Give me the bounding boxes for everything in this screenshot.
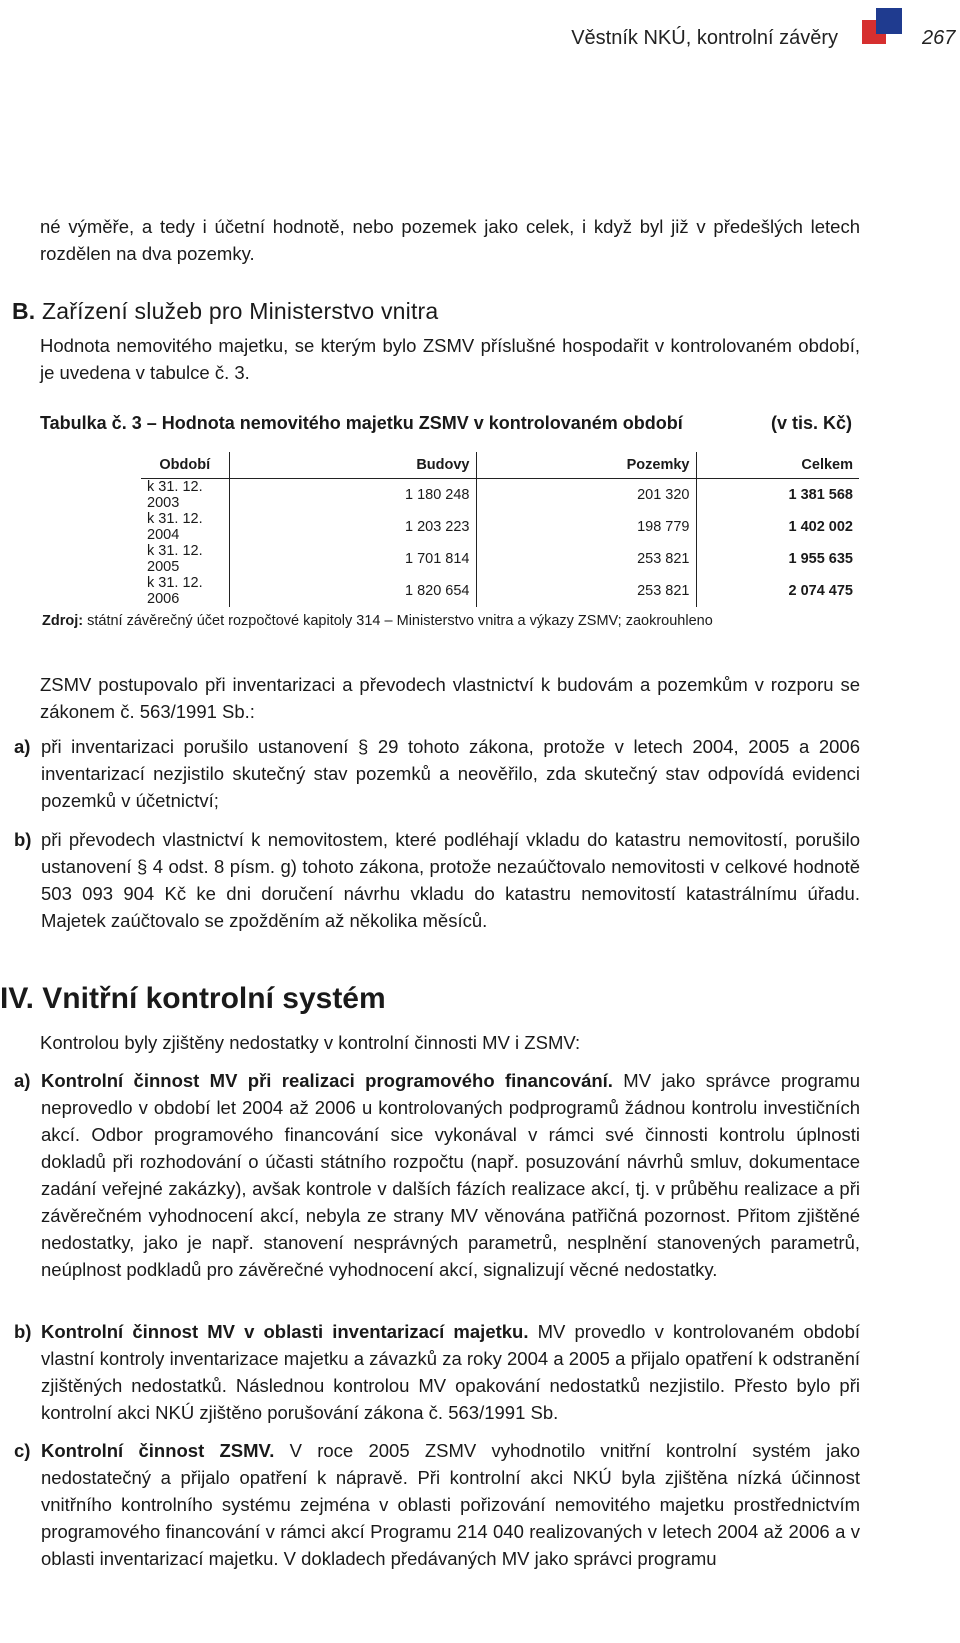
list-item-text bbox=[41, 1067, 860, 1283]
list-marker: b) bbox=[14, 829, 32, 850]
cell-period: k 31. 12. 2003 bbox=[141, 479, 229, 512]
page-number: 267 bbox=[922, 27, 956, 49]
header-land: Pozemky bbox=[476, 452, 696, 479]
cell-total: 1 381 568 bbox=[788, 487, 853, 503]
table-caption: Tabulka č. 3 – Hodnota nemovitého majetku ZSMV v kontrolovaném období bbox=[40, 413, 683, 433]
list-marker: b) bbox=[14, 1321, 32, 1342]
list-item bbox=[14, 1067, 860, 1283]
section-iv-label: IV. bbox=[0, 982, 34, 1015]
cell-buildings: 1 203 223 bbox=[229, 511, 476, 543]
cell-land: 253 821 bbox=[476, 543, 696, 575]
zsmv-paragraph: ZSMV postupovalo při inventarizaci a převodech vlastnictví k budovám a pozemkům v rozporu se zákonem č. 563/1991 Sb.: bbox=[40, 674, 860, 722]
section-b-paragraph: Hodnota nemovitého majetku, se kterým bylo ZSMV příslušné hospodařit v kontrolovaném období, je uvedena v tabulce č. 3. bbox=[40, 335, 860, 383]
running-header-title: Věstník NKÚ, kontrolní závěry bbox=[571, 27, 838, 49]
cell-buildings: 1 180 248 bbox=[229, 479, 476, 512]
list-marker: a) bbox=[14, 1070, 31, 1091]
table-row bbox=[141, 575, 859, 607]
cell-total: 1 955 635 bbox=[788, 551, 853, 567]
header-period: Období bbox=[141, 452, 229, 479]
cell-buildings: 1 820 654 bbox=[229, 575, 476, 607]
list-item bbox=[14, 733, 860, 814]
list-marker: c) bbox=[14, 1440, 31, 1461]
list-item-rest: V roce 2005 ZSMV vyhodnotilo vnitřní kontrolní systém jako nedostatečný a přijalo opatření k nápravě. Při kontrolní akci NKÚ byla zjištěna nízká účinnost vnitřního kontrolního systému zejména v oblasti pořizování nemovitého majetku prostřednictvím programového financování v rámci akcí Programu 214 040 realizovaných v letech 2004 až 2006 a v oblasti inventarizací majetku. V dokladech předávaných MV jako správci programu bbox=[41, 1440, 861, 1569]
cell-land: 201 320 bbox=[476, 479, 696, 512]
table-source bbox=[42, 613, 713, 629]
cell-total: 1 402 002 bbox=[788, 519, 853, 535]
nku-logo-icon bbox=[862, 8, 904, 48]
cell-land: 253 821 bbox=[476, 575, 696, 607]
list-item-text bbox=[41, 1318, 860, 1426]
source-label: Zdroj: bbox=[42, 613, 84, 629]
cell-buildings: 1 701 814 bbox=[229, 543, 476, 575]
section-iv-title: Vnitřní kontrolní systém bbox=[42, 982, 386, 1015]
list-item bbox=[14, 1437, 860, 1572]
list-item-rest: MV provedlo v kontrolovaném období vlastní kontroly inventarizace majetku a závazků za roky 2004 a 2005 a přijalo opatření k odstranění zjištěných nedostatků. Následnou kontrolou MV opakování nedostatků nezjistilo. Přesto bylo při kontrolní akci NKÚ zjištěno porušování zákona č. 563/1991 Sb. bbox=[41, 1321, 860, 1423]
list-item-text: při inventarizaci porušilo ustanovení § 29 tohoto zákona, protože v letech 2004, 2005 a 2006 inventarizací nezjistilo skutečný stav pozemků a neověřilo, zda skutečný stav odpovídá evidenci pozemků v účetnictví; bbox=[41, 736, 860, 811]
list-item-bold-lead: Kontrolní činnost ZSMV. bbox=[41, 1440, 275, 1461]
cell-period: k 31. 12. 2005 bbox=[141, 543, 229, 575]
list-item-bold-lead: Kontrolní činnost MV při realizaci programového financování. bbox=[41, 1070, 613, 1091]
header-total: Celkem bbox=[696, 452, 859, 479]
table-row bbox=[141, 543, 859, 575]
list-item bbox=[14, 1318, 860, 1426]
table-header-row bbox=[141, 452, 859, 479]
cell-period: k 31. 12. 2006 bbox=[141, 575, 229, 607]
list-marker: a) bbox=[14, 736, 31, 757]
list-item bbox=[14, 826, 860, 934]
intro-paragraph: né výměře, a tedy i účetní hodnotě, nebo pozemek jako celek, i když byl již v předešlých letech rozdělen na dva pozemky. bbox=[40, 216, 860, 264]
source-text: státní závěrečný účet rozpočtové kapitoly 314 – Ministerstvo vnitra a výkazy ZSMV; zaokrouhleno bbox=[83, 613, 713, 629]
list-item-rest: MV jako správce programu neprovedlo v období let 2004 až 2006 u kontrolovaných podprogramů žádnou kontrolu investičních akcí. Odbor programového financování sice vykonával v rámci své činnosti kontrolu úplnosti dokladů při rozhodování o účasti státního rozpočtu (např. posuzování návrhů smluv, dokumentace zadání veřejné zakázky), avšak kontrole v dalších fázích realizace akcí, tj. v průběhu realizace a při závěrečném vyhodnocení akcí, nebyla ze strany MV věnována patřičná pozornost. Přitom zjištěné nedostatky, jako je např. stanovení nesprávných parametrů, nesplnění stanovených parametrů, neúplnost podkladů pro závěrečné vyhodnocení akcí, signalizují věcné nedostatky. bbox=[41, 1070, 860, 1280]
cell-period: k 31. 12. 2004 bbox=[141, 511, 229, 543]
cell-total: 2 074 475 bbox=[788, 583, 853, 599]
section-b-title: Zařízení služeb pro Ministerstvo vnitra bbox=[42, 298, 439, 324]
header-buildings: Budovy bbox=[229, 452, 476, 479]
property-value-table bbox=[141, 452, 859, 607]
table-row bbox=[141, 479, 859, 512]
table-row bbox=[141, 511, 859, 543]
section-b-label: B. bbox=[12, 298, 36, 324]
list-item-bold-lead: Kontrolní činnost MV v oblasti inventarizací majetku. bbox=[41, 1321, 529, 1342]
table-unit: (v tis. Kč) bbox=[771, 413, 853, 433]
list-item-text: při převodech vlastnictví k nemovitostem, které podléhají vkladu do katastru nemovitostí, porušilo ustanovení § 4 odst. 8 písm. g) tohoto zákona, protože nezaúčtovalo nemovitosti v celkové hodnotě 503 093 904 Kč ke dni doručení návrhu vkladu do katastru nemovitostí katastrálnímu úřadu. Majetek zaúčtovalo se zpožděním až několika měsíců. bbox=[41, 829, 860, 931]
list-item-text bbox=[41, 1437, 860, 1572]
section-iv-heading bbox=[0, 982, 386, 1016]
cell-land: 198 779 bbox=[476, 511, 696, 543]
section-b-heading bbox=[12, 298, 438, 325]
section-iv-intro: Kontrolou byly zjištěny nedostatky v kontrolní činnosti MV i ZSMV: bbox=[40, 1032, 581, 1053]
